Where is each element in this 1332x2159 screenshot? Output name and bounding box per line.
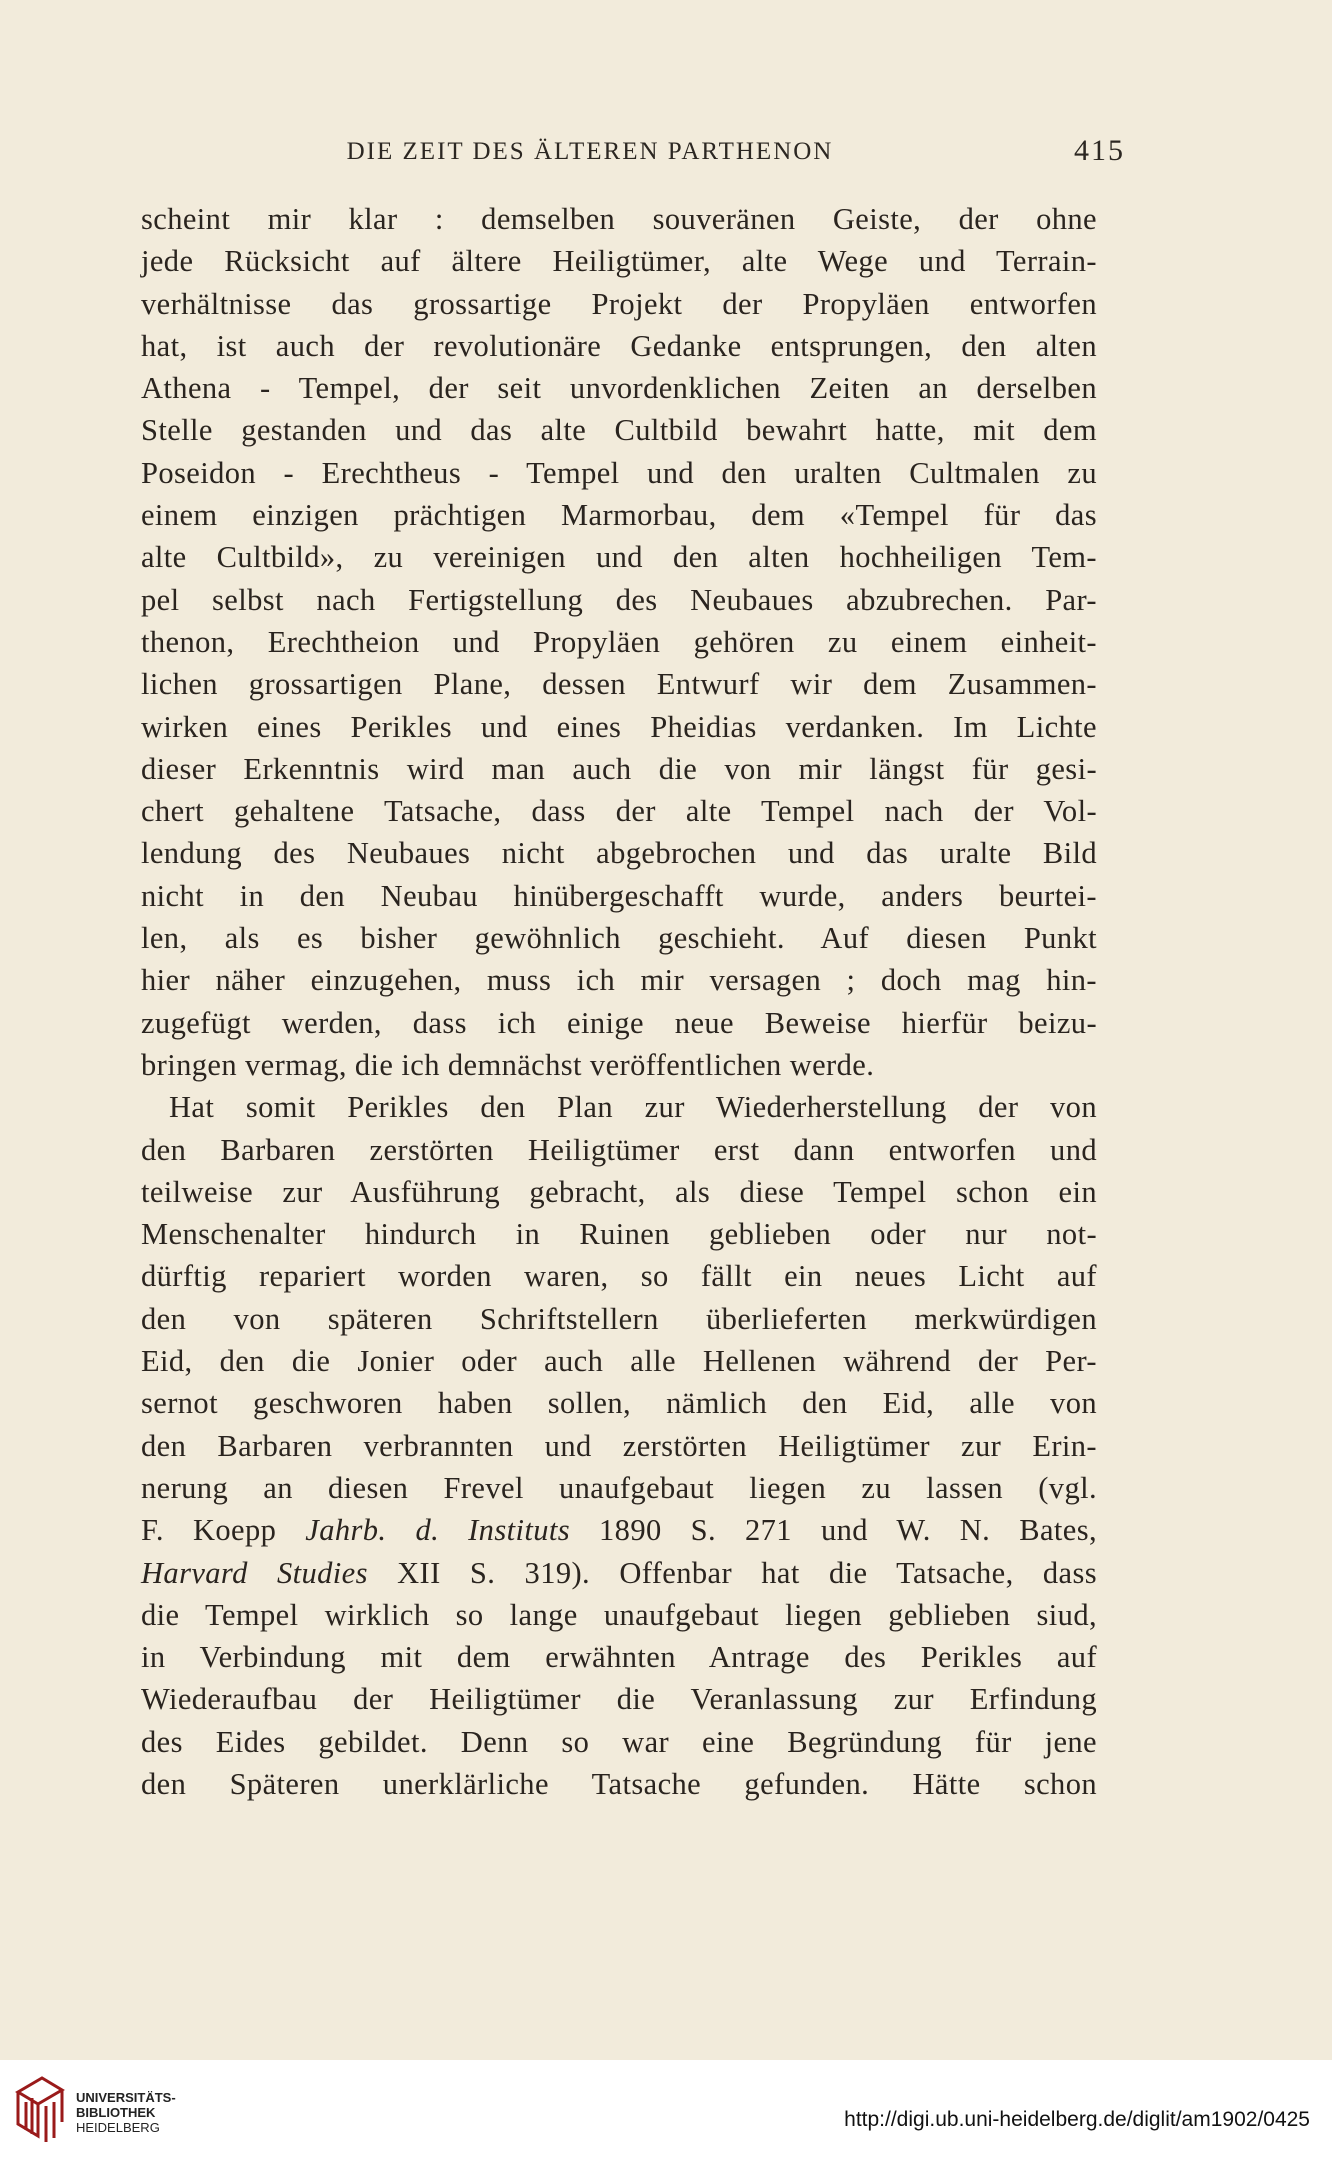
text-line: zugefügt werden, dass ich einige neue Beweise hierfür beizu- xyxy=(141,1005,1097,1040)
text-line: nicht in den Neubau hinübergeschafft wurde, anders beurtei- xyxy=(141,878,1097,913)
body-text xyxy=(141,198,1097,1805)
text-line: Wiederaufbau der Heiligtümer die Veranlassung zur Erfindung xyxy=(141,1682,1097,1717)
text-line: dürftig repariert worden waren, so fällt ein neues Licht auf xyxy=(141,1259,1097,1294)
library-logo-icon xyxy=(12,2072,68,2148)
text-line: sernot geschworen haben sollen, nämlich den Eid, alle von xyxy=(141,1386,1097,1421)
text-line: nerung an diesen Frevel unaufgebaut liegen zu lassen (vgl. xyxy=(141,1470,1097,1505)
text-line-citation xyxy=(141,1552,1097,1594)
text-line: dieser Erkenntnis wird man auch die von mir längst für gesi- xyxy=(141,751,1097,786)
page-number: 415 xyxy=(1074,134,1125,167)
text-line: des Eides gebildet. Denn so war eine Begründung für jene xyxy=(141,1724,1097,1759)
text-line: lichen grossartigen Plane, dessen Entwurf wir dem Zusammen- xyxy=(141,667,1097,702)
text-line: alte Cultbild», zu vereinigen und den alten hochheiligen Tem- xyxy=(141,540,1097,575)
text-line: wirken eines Perikles und eines Pheidias verdanken. Im Lichte xyxy=(141,709,1097,744)
text-line: Stelle gestanden und das alte Cultbild bewahrt hatte, mit dem xyxy=(141,413,1097,448)
text-line: einem einzigen prächtigen Marmorbau, dem «Tempel für das xyxy=(141,498,1097,533)
text-line: die Tempel wirklich so lange unaufgebaut liegen geblieben siud, xyxy=(141,1597,1097,1632)
running-title: DIE ZEIT DES ÄLTEREN PARTHENON xyxy=(346,138,834,165)
text-line: thenon, Erechtheion und Propyläen gehören zu einem einheit- xyxy=(141,624,1097,659)
text-line: Athena - Tempel, der seit unvordenklichen Zeiten an derselben xyxy=(141,371,1097,406)
text-line: hier näher einzugehen, muss ich mir versagen ; doch mag hin- xyxy=(141,963,1097,998)
text-line: den Barbaren zerstörten Heiligtümer erst dann entworfen und xyxy=(141,1132,1097,1167)
running-head xyxy=(140,134,1125,178)
text-line: len, als es bisher gewöhnlich geschieht. Auf diesen Punkt xyxy=(141,921,1097,956)
viewer-footer xyxy=(0,2060,1332,2159)
text-line: lendung des Neubaues nicht abgebrochen und das uralte Bild xyxy=(141,836,1097,871)
library-name-line: BIBLIOTHEK xyxy=(76,2105,156,2120)
italic-title: Harvard Studies xyxy=(141,1555,368,1590)
text-line: Menschenalter hindurch in Ruinen geblieben oder nur not- xyxy=(141,1217,1097,1252)
text-line: chert gehaltene Tatsache, dass der alte Tempel nach der Vol- xyxy=(141,794,1097,829)
text-line: Hat somit Perikles den Plan zur Wiederherstellung der von xyxy=(169,1090,1097,1125)
text-line: den von späteren Schriftstellern überlieferten merkwürdigen xyxy=(141,1301,1097,1336)
text-line: jede Rücksicht auf ältere Heiligtümer, alte Wege und Terrain- xyxy=(141,244,1097,279)
text-line: bringen vermag, die ich demnächst veröffentlichen werde. xyxy=(141,1047,875,1082)
text-line: Poseidon - Erechtheus - Tempel und den uralten Cultmalen zu xyxy=(141,455,1097,490)
text-line: den Späteren unerklärliche Tatsache gefunden. Hätte schon xyxy=(141,1766,1097,1801)
library-name xyxy=(76,2090,176,2135)
text-line: hat, ist auch der revolutionäre Gedanke entsprungen, den alten xyxy=(141,328,1097,363)
text-line: pel selbst nach Fertigstellung des Neubaues abzubrechen. Par- xyxy=(141,582,1097,617)
library-name-line: UNIVERSITÄTS- xyxy=(76,2090,176,2105)
text-fragment: 1890 S. 271 und W. N. Bates, xyxy=(570,1513,1097,1548)
text-line: Eid, den die Jonier oder auch alle Hellenen während der Per- xyxy=(141,1344,1097,1379)
text-line: scheint mir klar : demselben souveränen Geiste, der ohne xyxy=(141,202,1097,236)
library-name-line: HEIDELBERG xyxy=(76,2120,160,2135)
text-line: teilweise zur Ausführung gebracht, als diese Tempel schon ein xyxy=(141,1174,1097,1209)
permalink-url[interactable]: http://digi.ub.uni-heidelberg.de/diglit/am1902/0425 xyxy=(844,2108,1310,2131)
italic-title: Jahrb. d. Instituts xyxy=(305,1513,571,1548)
text-line: den Barbaren verbrannten und zerstörten Heiligtümer zur Erin- xyxy=(141,1428,1097,1463)
text-line: verhältnisse das grossartige Projekt der Propyläen entworfen xyxy=(141,286,1097,321)
text-line: in Verbindung mit dem erwähnten Antrage des Perikles auf xyxy=(141,1640,1097,1675)
text-line-citation xyxy=(141,1509,1097,1551)
text-fragment: XII S. 319). Offenbar hat die Tatsache, dass xyxy=(367,1555,1097,1590)
text-fragment: F. Koepp xyxy=(141,1513,306,1548)
